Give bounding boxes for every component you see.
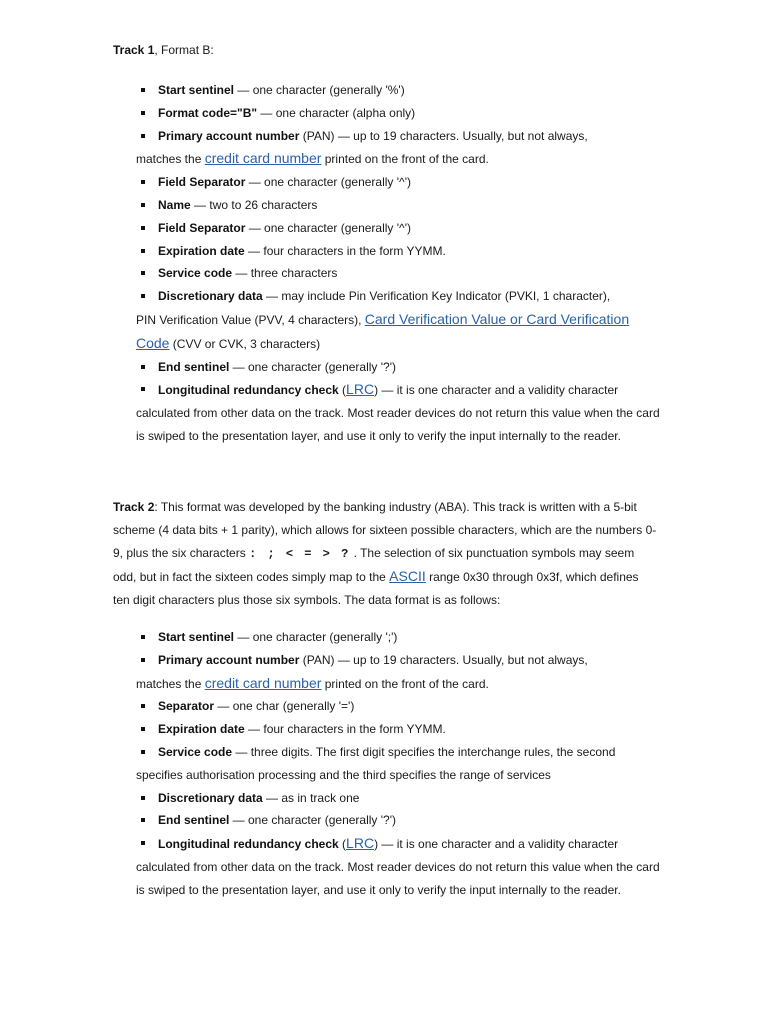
track1-field-list: [136, 79, 661, 448]
item-term: Longitudinal redundancy check: [158, 837, 339, 852]
item-term: Field Separator: [158, 175, 246, 190]
item-text: (PAN) — up to 19 characters. Usually, but not always,: [299, 652, 588, 667]
list-item: [136, 809, 661, 832]
credit-card-number-link[interactable]: credit card number: [204, 674, 322, 691]
lrc-link[interactable]: LRC: [346, 835, 375, 852]
item-text: — one character (generally '^'): [245, 220, 411, 235]
item-continuation: calculated from other data on the track. Most reader devices do not return this value when the card is swiped to the presentation layer, and use it only to verify the input internally to the reader.: [136, 406, 660, 443]
item-term: Discretionary data: [158, 790, 263, 805]
item-text: — one character (generally '%'): [234, 83, 405, 97]
item-text: — two to 26 characters: [190, 197, 318, 212]
item-term: End sentinel: [158, 813, 230, 828]
track1-intro: , Format B:: [154, 43, 214, 57]
item-term: Longitudinal redundancy check: [158, 383, 339, 398]
track1-title: Track 1: [113, 43, 155, 57]
item-text: (PAN) — up to 19 characters. Usually, but not always,: [299, 128, 588, 143]
list-item: [136, 262, 661, 285]
track2-paragraph: Track 2: This format was developed by the banking industry (ABA). This track is written with a 5-bit scheme (4 data bits + 1 parity), which allows for sixteen possible characters, which are the numbers 0-9, plus the six characters : ; < = > ? . The selection of six punctuation symbols may seem odd, but in fact the sixteen codes simply map to the ASCII range 0x30 through 0x3f, which defines ten digit characters plus those six symbols. The data format is as follows:: [113, 500, 657, 608]
item-text: — may include Pin Verification Key Indicator (PVKI, 1 character),: [262, 289, 611, 304]
item-continuation: PIN Verification Value (PVV, 4 characters), Card Verification Value or Card Verification Code (CVV or CVK, 3 characters): [136, 310, 630, 351]
list-item: [136, 356, 661, 379]
track1-heading: [113, 39, 658, 62]
card-verification-value-link[interactable]: Card Verification Value or Card Verification Code: [136, 310, 630, 351]
item-term: Start sentinel: [158, 83, 235, 97]
list-item: [136, 240, 661, 263]
item-continuation: matches the credit card number printed on the front of the card.: [136, 674, 489, 691]
track2-field-list: [136, 626, 661, 902]
lrc-link[interactable]: LRC: [346, 381, 375, 398]
item-term: Primary account number: [158, 128, 300, 143]
item-text: — one character (generally '?'): [229, 813, 397, 828]
item-text: — three digits. The first digit specifies the interchange rules, the second: [232, 744, 616, 759]
list-item: [136, 787, 661, 810]
item-term: Discretionary data: [158, 289, 263, 304]
list-item: [136, 718, 661, 741]
track2-title: Track 2: [113, 500, 155, 514]
credit-card-number-link[interactable]: credit card number: [204, 150, 322, 167]
item-text: — as in track one: [262, 790, 360, 805]
item-text: ) — it is one character and a validity character: [374, 837, 619, 852]
item-term: Start sentinel: [158, 630, 235, 644]
list-item: [136, 171, 661, 194]
item-text: — three characters: [232, 266, 338, 281]
item-continuation: calculated from other data on the track. Most reader devices do not return this value when the card is swiped to the presentation layer, and use it only to verify the input internally to the reader.: [136, 859, 660, 897]
ascii-link[interactable]: ASCII: [389, 568, 426, 585]
item-continuation: matches the credit card number printed on the front of the card.: [136, 150, 489, 167]
item-text: — one char (generally '='): [214, 699, 355, 714]
item-text: — one character (alpha only): [257, 105, 416, 120]
list-item: [136, 649, 661, 696]
item-text: — one character (generally '?'): [229, 359, 397, 374]
list-item: [136, 626, 661, 649]
list-item: [136, 741, 661, 787]
item-term: End sentinel: [158, 359, 230, 374]
item-term: Primary account number: [158, 652, 300, 667]
item-text: — one character (generally '^'): [245, 175, 411, 190]
list-item: Longitudinal redundancy check (LRC) — it is one character and a validity character calculated from other data on the track. Most reader devices do not return this value when the card is swiped to the presentation layer, and use it only to verify the input internally to the reader.: [136, 832, 661, 901]
item-term: Field Separator: [158, 220, 246, 235]
item-term: Format code="B": [158, 105, 258, 120]
list-item: [136, 125, 661, 172]
item-text: ) — it is one character and a validity character: [374, 383, 619, 398]
item-term: Expiration date: [158, 722, 245, 737]
item-term: Service code: [158, 744, 233, 759]
item-term: Separator: [158, 699, 215, 714]
item-text: — four characters in the form YYMM.: [244, 722, 446, 737]
item-term: Name: [158, 197, 191, 212]
list-item: [136, 79, 661, 102]
list-item: Longitudinal redundancy check (LRC) — it is one character and a validity character calculated from other data on the track. Most reader devices do not return this value when the card is swiped to the presentation layer, and use it only to verify the input internally to the reader.: [136, 378, 661, 447]
list-item: [136, 102, 661, 125]
list-item: [136, 217, 661, 240]
item-term: Expiration date: [158, 243, 245, 258]
item-continuation: specifies authorisation processing and the third specifies the range of services: [136, 767, 551, 782]
list-item: [136, 695, 661, 718]
punctuation-symbols: : ; < = > ?: [249, 546, 351, 561]
list-item: [136, 194, 661, 217]
item-term: Service code: [158, 266, 233, 281]
item-text: — one character (generally ';'): [234, 630, 398, 644]
item-text: — four characters in the form YYMM.: [244, 243, 446, 258]
list-item: [136, 285, 661, 355]
